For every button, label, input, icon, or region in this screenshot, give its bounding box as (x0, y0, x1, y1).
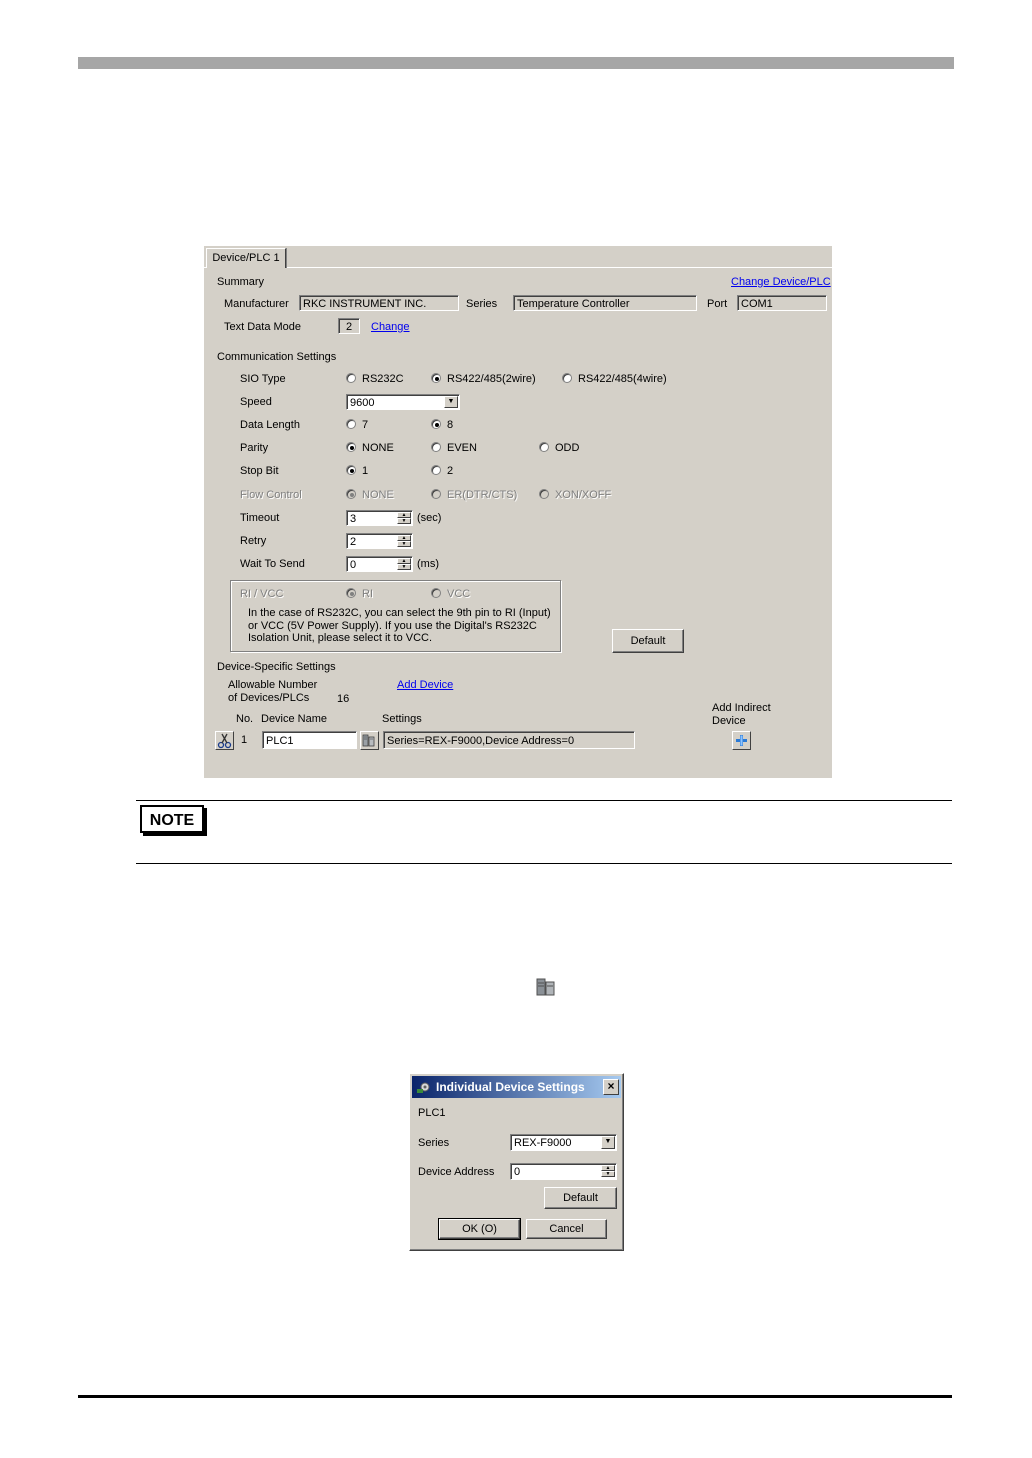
spin-down-icon[interactable]: ▼ (397, 518, 411, 524)
stop-bit-1-radio[interactable] (346, 465, 356, 475)
wait-to-send-label: Wait To Send (240, 558, 305, 570)
cancel-button[interactable]: Cancel (526, 1219, 607, 1239)
note-top-rule (136, 800, 952, 801)
close-icon: × (607, 1079, 615, 1093)
spin-down-icon[interactable]: ▼ (601, 1171, 615, 1177)
column-no: No. (236, 713, 254, 725)
device-address-label: Device Address (418, 1166, 495, 1178)
sio-rs422-4wire-radio[interactable] (562, 373, 572, 383)
stop-bit-2-radio[interactable] (431, 465, 441, 475)
add-indirect-label-1: Add Indirect (712, 702, 771, 714)
flow-none-radio (346, 489, 356, 499)
series-field: Temperature Controller (513, 295, 697, 311)
cut-device-button[interactable] (215, 731, 234, 750)
ri-vcc-help-line-2: or VCC (5V Power Supply). If you use the Digital's RS232C (248, 620, 537, 632)
column-device-name: Device Name (261, 713, 328, 725)
sio-rs232c-label: RS232C (362, 373, 404, 385)
allowable-number-label: Allowable Number (228, 679, 318, 691)
parity-label: Parity (240, 442, 269, 454)
add-indirect-label-2: Device (712, 715, 746, 727)
ri-vcc-help-line-1: In the case of RS232C, you can select the 9th pin to RI (Input) (248, 607, 551, 619)
timeout-spinbox[interactable] (346, 510, 413, 526)
add-indirect-device-button[interactable] (732, 731, 751, 750)
settings-icon (416, 1079, 432, 1095)
summary-label: Summary (217, 276, 265, 288)
default-button[interactable]: Default (544, 1187, 617, 1209)
device-settings-icon (361, 732, 378, 749)
page-header-bar (78, 57, 954, 69)
port-field: COM1 (737, 295, 827, 311)
manufacturer-label: Manufacturer (224, 298, 289, 310)
individual-device-settings-dialog (409, 1073, 624, 1251)
dialog-titlebar (412, 1076, 621, 1098)
parity-none-label: NONE (362, 442, 394, 454)
text-data-mode-label: Text Data Mode (224, 321, 302, 333)
ok-button[interactable]: OK (O) (439, 1219, 520, 1239)
retry-value: 2 (350, 536, 357, 548)
vcc-radio (431, 588, 441, 598)
timeout-label: Timeout (240, 512, 280, 524)
vcc-label: VCC (447, 588, 471, 600)
ri-vcc-label: RI / VCC (240, 588, 284, 600)
flow-xon-label: XON/XOFF (555, 489, 612, 501)
spin-down-icon[interactable]: ▼ (397, 564, 411, 570)
text-data-mode-field: 2 (338, 318, 360, 334)
parity-odd-radio[interactable] (539, 442, 549, 452)
series-select[interactable] (510, 1134, 617, 1151)
device-name-input[interactable]: PLC1 (262, 731, 357, 749)
column-settings: Settings (382, 713, 422, 725)
dialog-title: Individual Device Settings (436, 1080, 585, 1094)
series-label: Series (418, 1137, 450, 1149)
data-length-7-label: 7 (362, 419, 369, 431)
tab-device-plc-1[interactable]: Device/PLC 1 (206, 248, 286, 268)
parity-odd-label: ODD (555, 442, 580, 454)
flow-xon-radio (539, 489, 549, 499)
flow-control-label: Flow Control (240, 489, 302, 501)
speed-value: 9600 (350, 397, 375, 409)
sio-rs232c-radio[interactable] (346, 373, 356, 383)
chevron-down-icon[interactable]: ▼ (444, 396, 458, 408)
device-address-spinbox[interactable] (510, 1163, 617, 1180)
timeout-value: 3 (350, 513, 357, 525)
data-length-8-radio[interactable] (431, 419, 441, 429)
change-device-plc-link[interactable]: Change Device/PLC (731, 276, 831, 288)
add-device-link[interactable]: Add Device (397, 679, 454, 691)
of-devices-label: of Devices/PLCs (228, 692, 310, 704)
default-button[interactable]: Default (612, 629, 684, 653)
spin-up-icon[interactable]: ▲ (601, 1165, 615, 1171)
device-address-value: 0 (514, 1166, 521, 1178)
ri-vcc-help-line-3: Isolation Unit, please select it to VCC. (248, 632, 433, 644)
sio-rs422-2wire-label: RS422/485(2wire) (447, 373, 536, 385)
flow-none-label: NONE (362, 489, 394, 501)
device-settings-field: Series=REX-F9000,Device Address=0 (383, 731, 635, 749)
series-value: REX-F9000 (514, 1137, 572, 1149)
timeout-unit: (sec) (417, 512, 442, 524)
retry-label: Retry (240, 535, 267, 547)
device-row-number: 1 (241, 734, 248, 746)
close-button[interactable] (603, 1079, 619, 1095)
chevron-down-icon[interactable]: ▼ (601, 1136, 615, 1149)
spin-down-icon[interactable]: ▼ (397, 541, 411, 547)
port-label: Port (707, 298, 728, 310)
data-length-label: Data Length (240, 419, 300, 431)
series-label: Series (466, 298, 498, 310)
stop-bit-label: Stop Bit (240, 465, 279, 477)
page-footer-rule (78, 1395, 952, 1398)
sio-type-label: SIO Type (240, 373, 286, 385)
retry-spinbox[interactable] (346, 533, 413, 549)
change-text-data-mode-link[interactable]: Change (371, 321, 410, 333)
sio-rs422-2wire-radio[interactable] (431, 373, 441, 383)
device-name-label: PLC1 (418, 1107, 446, 1119)
parity-even-radio[interactable] (431, 442, 441, 452)
note-bottom-rule (136, 863, 952, 864)
manufacturer-field: RKC INSTRUMENT INC. (299, 295, 459, 311)
tab-strip (204, 246, 832, 268)
device-settings-icon (534, 975, 558, 999)
wait-to-send-unit: (ms) (417, 558, 439, 570)
device-settings-button[interactable] (360, 731, 379, 750)
scissors-icon (216, 732, 233, 749)
stop-bit-2-label: 2 (447, 465, 454, 477)
note-badge: NOTE (140, 805, 204, 833)
add-indirect-icon (733, 732, 750, 749)
wait-to-send-spinbox[interactable] (346, 556, 413, 572)
ri-radio (346, 588, 356, 598)
flow-er-label: ER(DTR/CTS) (447, 489, 518, 501)
device-plc-settings-panel (204, 246, 832, 778)
spin-up-icon[interactable]: ▲ (397, 535, 411, 541)
communication-settings-label: Communication Settings (217, 351, 337, 363)
speed-select[interactable] (346, 394, 460, 410)
spin-up-icon[interactable]: ▲ (397, 558, 411, 564)
wait-to-send-value: 0 (350, 559, 357, 571)
stop-bit-1-label: 1 (362, 465, 369, 477)
sio-rs422-4wire-label: RS422/485(4wire) (578, 373, 667, 385)
parity-even-label: EVEN (447, 442, 477, 454)
allowable-number-value: 16 (337, 693, 350, 705)
ri-label: RI (362, 588, 373, 600)
speed-label: Speed (240, 396, 272, 408)
flow-er-radio (431, 489, 441, 499)
data-length-8-label: 8 (447, 419, 454, 431)
device-specific-settings-label: Device-Specific Settings (217, 661, 336, 673)
spin-up-icon[interactable]: ▲ (397, 512, 411, 518)
data-length-7-radio[interactable] (346, 419, 356, 429)
parity-none-radio[interactable] (346, 442, 356, 452)
